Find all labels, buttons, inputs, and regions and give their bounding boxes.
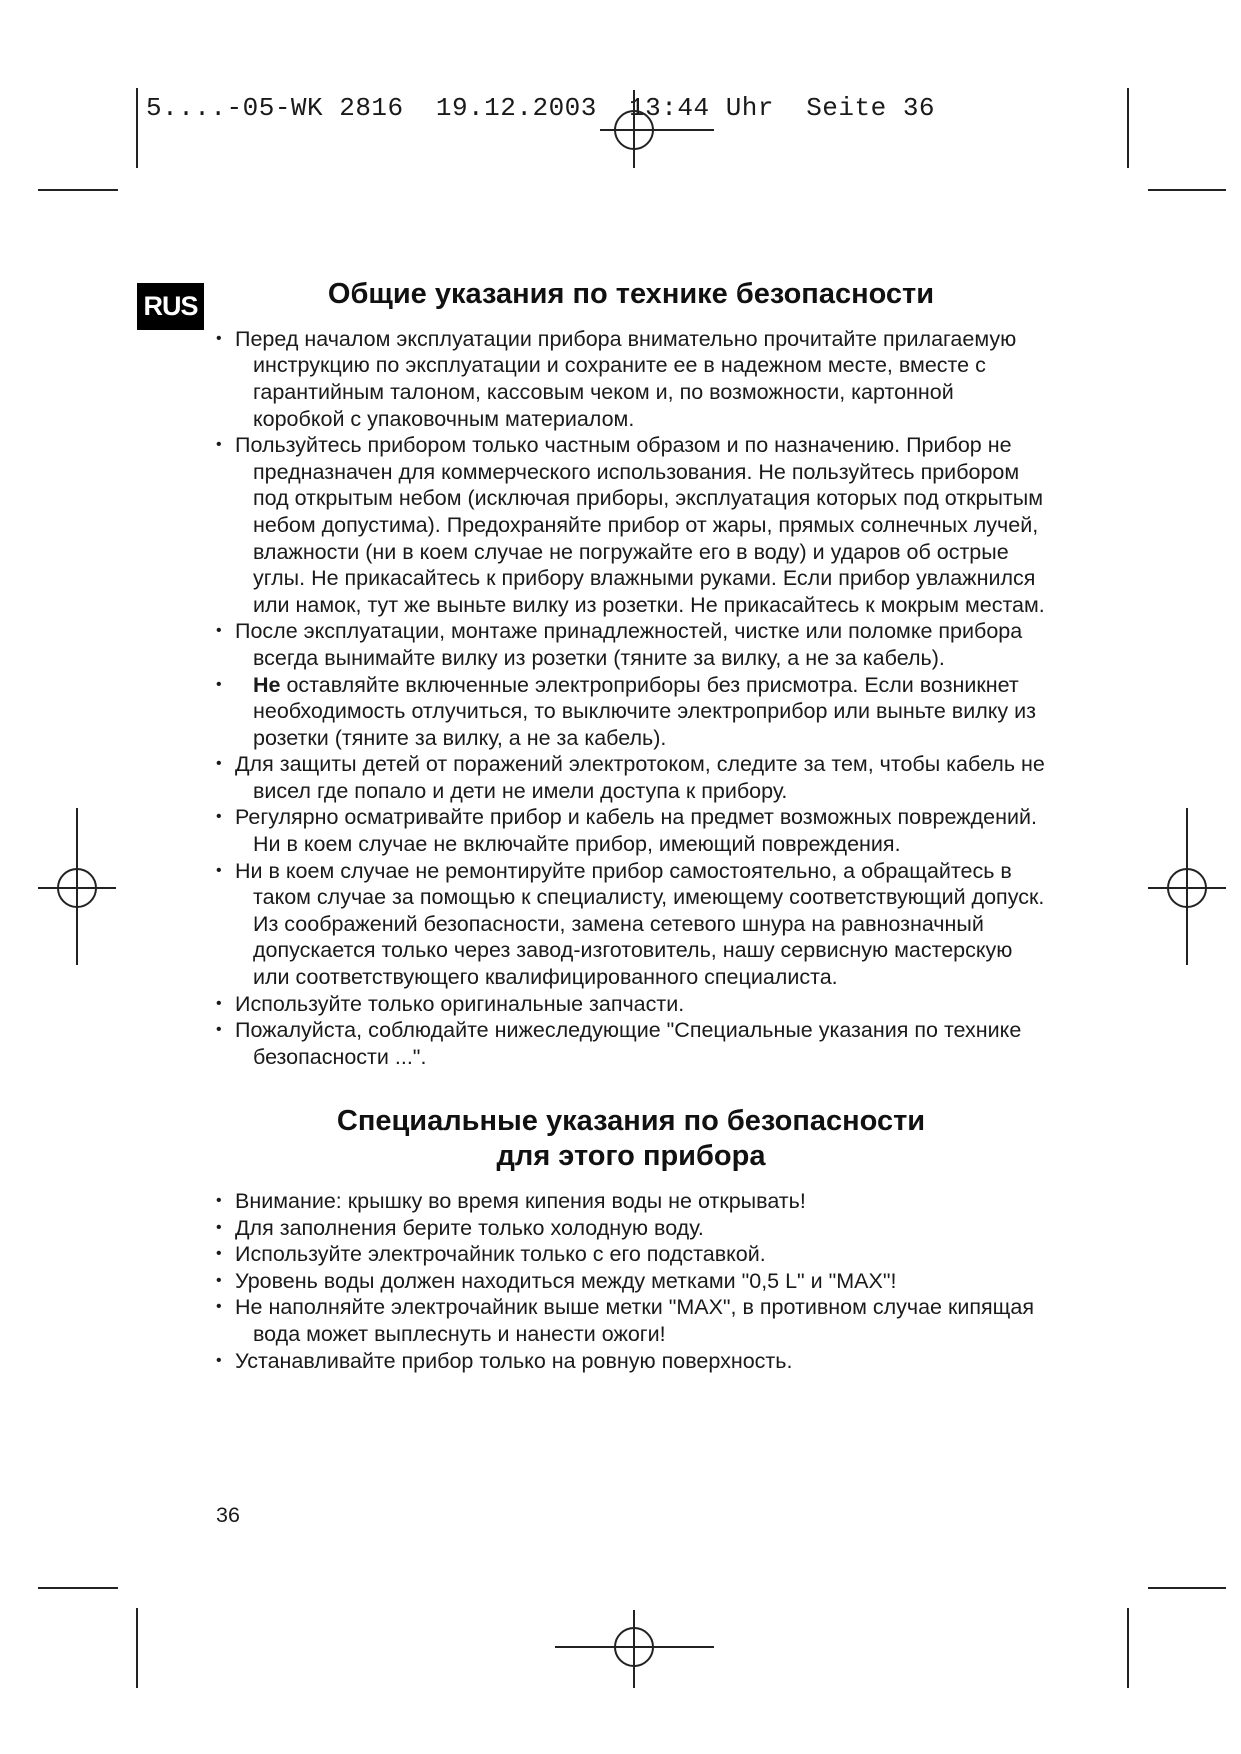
- document-body: [216, 277, 1046, 1374]
- list-item-text: оставляйте включенные электроприборы без присмотра. Если возникнет необходимость отлучиться, то выключите электроприбор или выньте вилку из розетки (тяните за вилку, а не за кабель).: [253, 672, 1036, 750]
- emphasis-word: Не: [253, 672, 281, 697]
- list-item: • Внимание: крышку во время кипения воды не открывать!: [216, 1188, 1046, 1215]
- list-item: • Устанавливайте прибор только на ровную поверхность.: [216, 1348, 1046, 1375]
- print-slug: 5....-05-WK 2816 19.12.2003 13:44 Uhr Seite 36: [146, 93, 936, 123]
- general-safety-list: [216, 326, 1046, 1071]
- language-badge: RUS: [137, 283, 204, 330]
- list-item: • Перед началом эксплуатации прибора внимательно прочитайте прилагаемую инструкцию по эксплуатации и сохраните ее в надежном месте, вместе с гарантийным талоном, кассовым чеком и, по возможности, картонной коробкой с упаковочным материалом.: [216, 326, 1046, 432]
- special-safety-list: [216, 1188, 1046, 1374]
- special-safety-title-line2: для этого прибора: [496, 1140, 766, 1173]
- page-number: 36: [216, 1503, 240, 1527]
- special-safety-title: [216, 1104, 1046, 1174]
- list-item: • Для защиты детей от поражений электротоком, следите за тем, чтобы кабель не висел где попало и дети не имели доступа к прибору.: [216, 751, 1046, 804]
- list-item: • Регулярно осматривайте прибор и кабель на предмет возможных повреждений. Ни в коем случае не включайте прибор, имеющий повреждения.: [216, 804, 1046, 857]
- list-item: • Пользуйтесь прибором только частным образом и по назначению. Прибор не предназначен для коммерческого использования. Не пользуйтесь прибором под открытым небом (исключая приборы, эксплуатация которых под открытым небом допустима). Предохраняйте прибор от жары, прямых солнечных лучей, влажности (ни в коем случае не погружайте его в воду) и ударов об острые углы. Не прикасайтесь к прибору влажными руками. Если прибор увлажнился или намок, тут же выньте вилку из розетки. Не прикасайтесь к мокрым местам.: [216, 432, 1046, 618]
- list-item: • Пожалуйста, соблюдайте нижеследующие "Специальные указания по технике безопасности ...".: [216, 1017, 1046, 1070]
- list-item: • Ни в коем случае не ремонтируйте прибор самостоятельно, а обращайтесь в таком случае за помощью к специалисту, имеющему соответствующий допуск. Из соображений безопасности, замена сетевого шнура на равнозначный допускается только через завод-изготовитель, нашу сервисную мастерскую или соответствующего квалифицированного специалиста.: [216, 858, 1046, 991]
- list-item: • После эксплуатации, монтаже принадлежностей, чистке или поломке прибора всегда вынимайте вилку из розетки (тяните за вилку, а не за кабель).: [216, 618, 1046, 671]
- list-item: [216, 672, 1046, 752]
- list-item: • Не наполняйте электрочайник выше метки "MAX", в противном случае кипящая вода может выплеснуть и нанести ожоги!: [216, 1294, 1046, 1347]
- list-item: • Для заполнения берите только холодную воду.: [216, 1215, 1046, 1242]
- list-item: • Используйте электрочайник только с его подставкой.: [216, 1241, 1046, 1268]
- list-item: • Уровень воды должен находиться между метками "0,5 L" и "MAX"!: [216, 1268, 1046, 1295]
- special-safety-title-line1: Специальные указания по безопасности: [336, 1105, 926, 1138]
- list-item: • Используйте только оригинальные запчасти.: [216, 991, 1046, 1018]
- general-safety-title: Общие указания по технике безопасности: [327, 278, 935, 310]
